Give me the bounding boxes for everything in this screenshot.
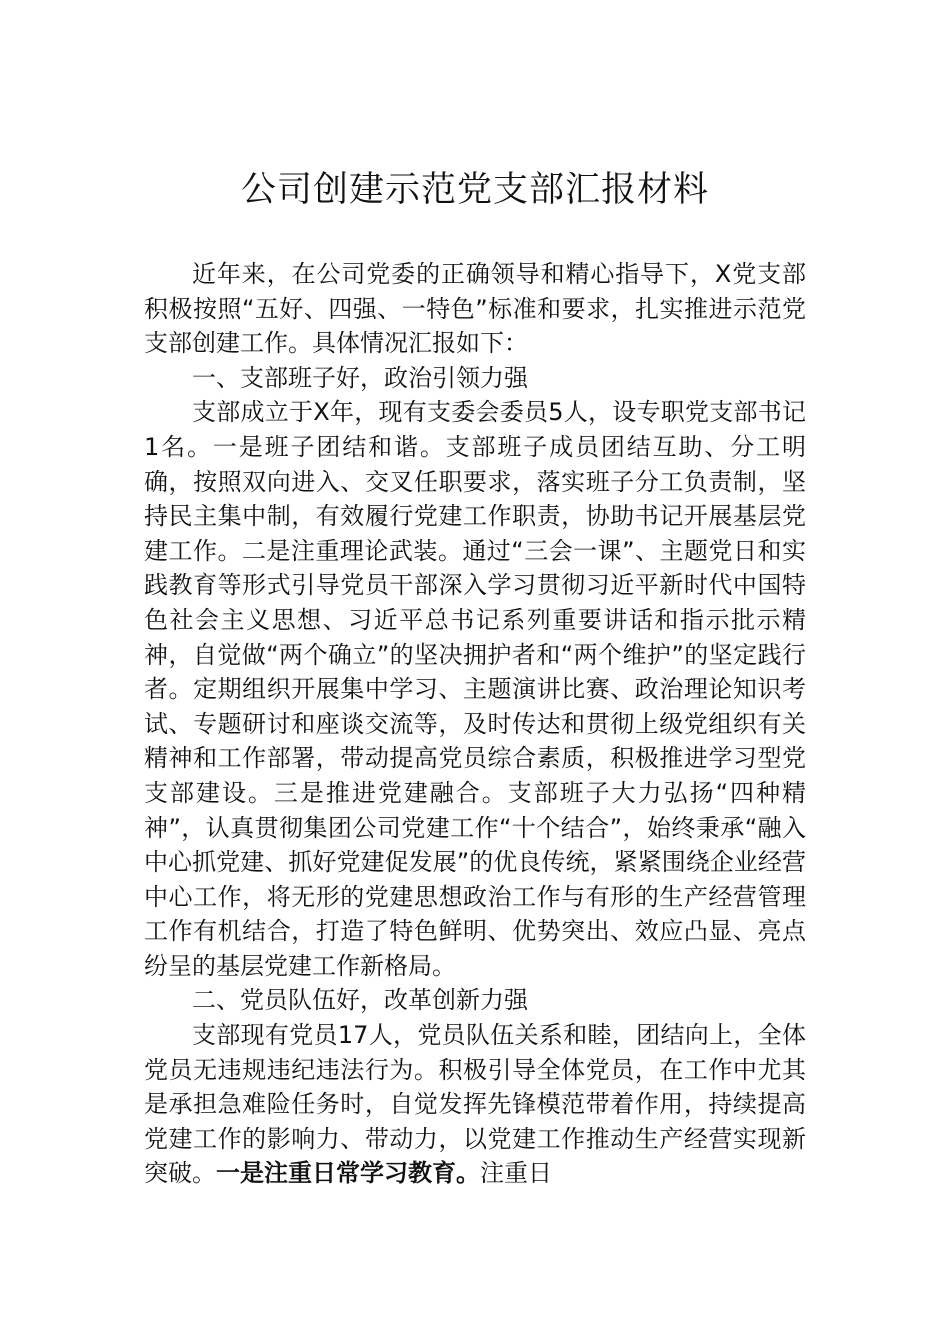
section-2-bold-phrase: 一是注重日常学习教育。: [216, 1159, 480, 1188]
section-1-heading: 一、支部班子好，政治引领力强: [192, 363, 528, 392]
section-2-paragraph: [144, 1018, 806, 1191]
section-2-heading: 二、党员队伍好，改革创新力强: [192, 986, 528, 1015]
document-title: 公司创建示范党支部汇报材料: [240, 170, 709, 210]
intro-paragraph: 近年来，在公司党委的正确领导和精心指导下，X党支部积极按照“五好、四强、一特色”标准和要求，扎实推进示范党支部创建工作。具体情况汇报如下：: [144, 260, 806, 358]
section-2-text: 支部现有党员17人，党员队伍关系和睦，团结向上，全体党员无违规违纪违法行为。积极引导全体党员，在工作中尤其是承担急难险任务时，自觉发挥先锋模范带着作用，持续提高党建工作的影响力、带动力，以党建工作推动生产经营实现新突破。: [144, 1021, 806, 1188]
document-body: [144, 257, 806, 1191]
section-2-continuation: 注重日: [480, 1159, 552, 1188]
section-1-paragraph: 支部成立于X年，现有支委会委员5人，设专职党支部书记1名。一是班子团结和谐。支部班子成员团结互助、分工明确，按照双向进入、交叉任职要求，落实班子分工负责制，坚持民主集中制，有效履行党建工作职责，协助书记开展基层党建工作。二是注重理论武装。通过“三会一课”、主题党日和实践教育等形式引导党员干部深入学习贯彻习近平新时代中国特色社会主义思想、习近平总书记系列重要讲话和指示批示精神，自觉做“两个确立”的坚决拥护者和“两个维护”的坚定践行者。定期组织开展集中学习、主题演讲比赛、政治理论知识考试、专题研讨和座谈交流等，及时传达和贯彻上级党组织有关精神和工作部署，带动提高党员综合素质，积极推进学习型党支部建设。三是推进党建融合。支部班子大力弘扬“四种精神”，认真贯彻集团公司党建工作“十个结合”，始终秉承“融入中心抓党建、抓好党建促发展”的优良传统，紧紧围绕企业经营中心工作，将无形的党建思想政治工作与有形的生产经营管理工作有机结合，打造了特色鲜明、优势突出、效应凸显、亮点纷呈的基层党建工作新格局。: [144, 398, 806, 980]
